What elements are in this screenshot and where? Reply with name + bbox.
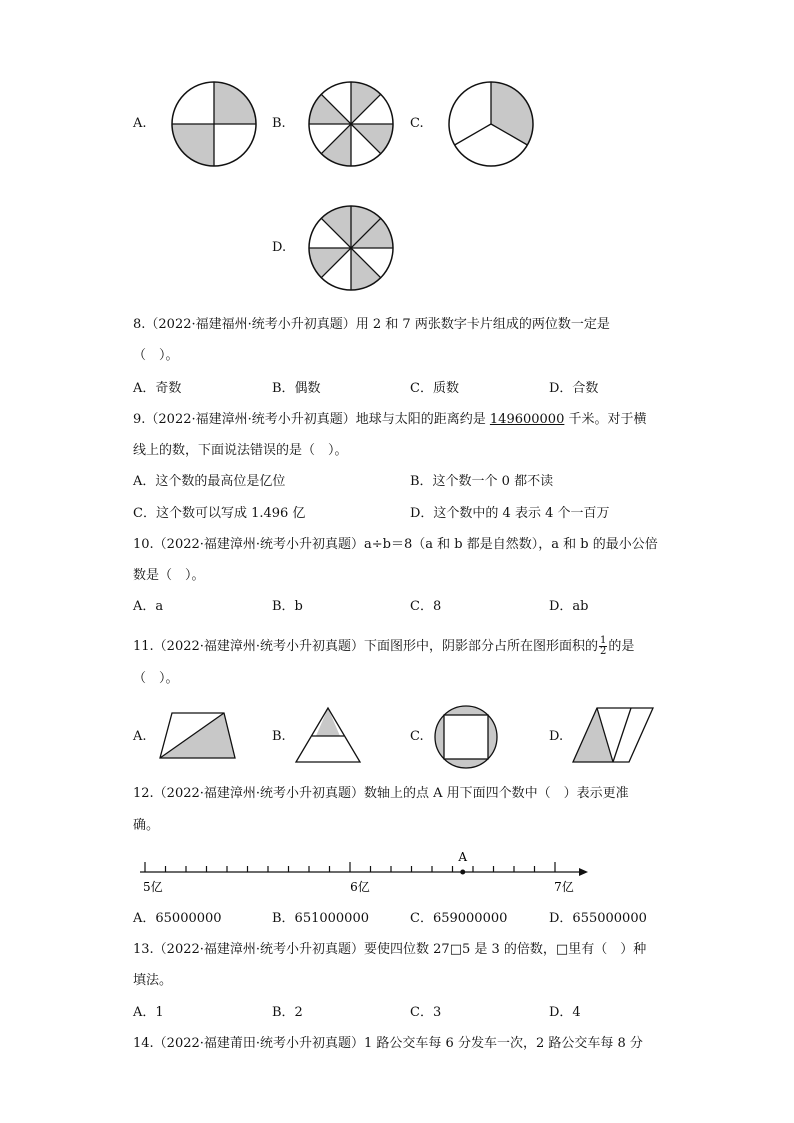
q12-option-d: D．655000000: [549, 911, 647, 926]
q11-trapezoid-figure: [157, 711, 237, 761]
q7-circle-eighths-d: [307, 204, 395, 292]
q9-stem-line2: 线上的数，下面说法错误的是（ ）。: [133, 443, 348, 458]
q11-fraction-half: [599, 636, 607, 657]
q10-option-b: B．b: [272, 599, 303, 614]
q9-option-a: A．这个数的最高位是亿位: [133, 474, 286, 489]
q11-parallelogram-figure: [571, 706, 655, 764]
q7-option-c-label: C.: [410, 116, 424, 131]
q11-stem-line2: （ ）。: [133, 671, 179, 686]
q7-option-a-label: A.: [133, 116, 147, 131]
q12-ticks: [145, 862, 555, 872]
q11-option-a-label: A.: [133, 729, 147, 744]
q11-option-b-label: B.: [272, 729, 286, 744]
q11-fraction-numerator: 1: [600, 635, 607, 646]
q11-stem-line1-pre: 11.（2022·福建漳州·统考小升初真题）下面图形中，阴影部分占所在图形面积的: [133, 639, 599, 654]
q9-option-d: D．这个数中的 4 表示 4 个一百万: [410, 506, 610, 521]
q12-option-a: A．65000000: [133, 911, 222, 926]
q10-option-d: D．ab: [549, 599, 589, 614]
q12-point-a: [460, 870, 465, 875]
q12-axis-arrow: [579, 868, 588, 876]
q11-stem-line1: [133, 636, 634, 657]
q10-option-c: C．8: [410, 599, 442, 614]
q9-distance-number: 149600000: [489, 412, 565, 427]
q8-option-d: D．合数: [549, 381, 599, 396]
q7-circle-eighths-b: [307, 80, 395, 168]
q13-option-a: A．1: [133, 1005, 164, 1020]
q13-option-b: B．2: [272, 1005, 303, 1020]
q13-stem-line1: 13.（2022·福建漳州·统考小升初真题）要使四位数 27□5 是 3 的倍数，□里有（ ）种: [133, 942, 647, 957]
q14-stem-line1: 14.（2022·福建莆田·统考小升初真题）1 路公交车每 6 分发车一次，2 路公交车每 8 分: [133, 1036, 643, 1051]
q13-option-c: C．3: [410, 1005, 442, 1020]
q8-option-b: B．偶数: [272, 381, 321, 396]
q12-stem-line2: 确。: [133, 818, 160, 833]
q11-option-d-label: D.: [549, 729, 564, 744]
q8-stem-line2: （ ）。: [133, 348, 179, 363]
q12-option-b: B．651000000: [272, 911, 369, 926]
q7-circle-quarters: [170, 80, 258, 168]
q12-stem-line1: 12.（2022·福建漳州·统考小升初真题）数轴上的点 A 用下面四个数中（ ）表示更准: [133, 786, 629, 801]
q11-stem-line1-post: 的是: [608, 639, 635, 654]
q13-stem-line2: 填法。: [133, 973, 173, 988]
q11-fraction-denominator: 2: [600, 646, 607, 657]
q10-option-a: A．a: [133, 599, 164, 614]
q12-number-line: [130, 846, 600, 898]
q12-axis-label-5yi: 5亿: [143, 880, 163, 894]
q9-stem-line1-pre: 9.（2022·福建漳州·统考小升初真题）地球与太阳的距离约是: [133, 412, 486, 427]
q12-axis-label-6yi: 6亿: [350, 880, 370, 894]
q7-option-d-label: D.: [272, 240, 287, 255]
q11-triangle-figure: [294, 706, 362, 764]
q9-stem-line1: [133, 412, 647, 428]
q12-axis-label-7yi: 7亿: [554, 880, 574, 894]
q13-option-d: D．4: [549, 1005, 581, 1020]
q8-stem-line1: 8.（2022·福建福州·统考小升初真题）用 2 和 7 两张数字卡片组成的两位数一定是: [133, 317, 610, 332]
q8-option-a: A．奇数: [133, 381, 182, 396]
q8-option-c: C．质数: [410, 381, 459, 396]
q12-option-c: C．659000000: [410, 911, 508, 926]
q12-point-label: A: [458, 850, 468, 864]
q11-option-c-label: C.: [410, 729, 424, 744]
q10-stem-line1: 10.（2022·福建漳州·统考小升初真题）a÷b＝8（a 和 b 都是自然数），a 和 b 的最小公倍: [133, 537, 658, 552]
q7-circle-thirds: [447, 80, 535, 168]
q9-stem-line1-post: 千米。对于横: [568, 412, 647, 427]
q10-stem-line2: 数是（ ）。: [133, 568, 205, 583]
q9-option-b: B．这个数一个 0 都不读: [410, 474, 554, 489]
q9-option-c: C．这个数可以写成 1.496 亿: [133, 506, 306, 521]
q11-circle-square-figure: [433, 704, 499, 770]
q7-option-b-label: B.: [272, 116, 286, 131]
